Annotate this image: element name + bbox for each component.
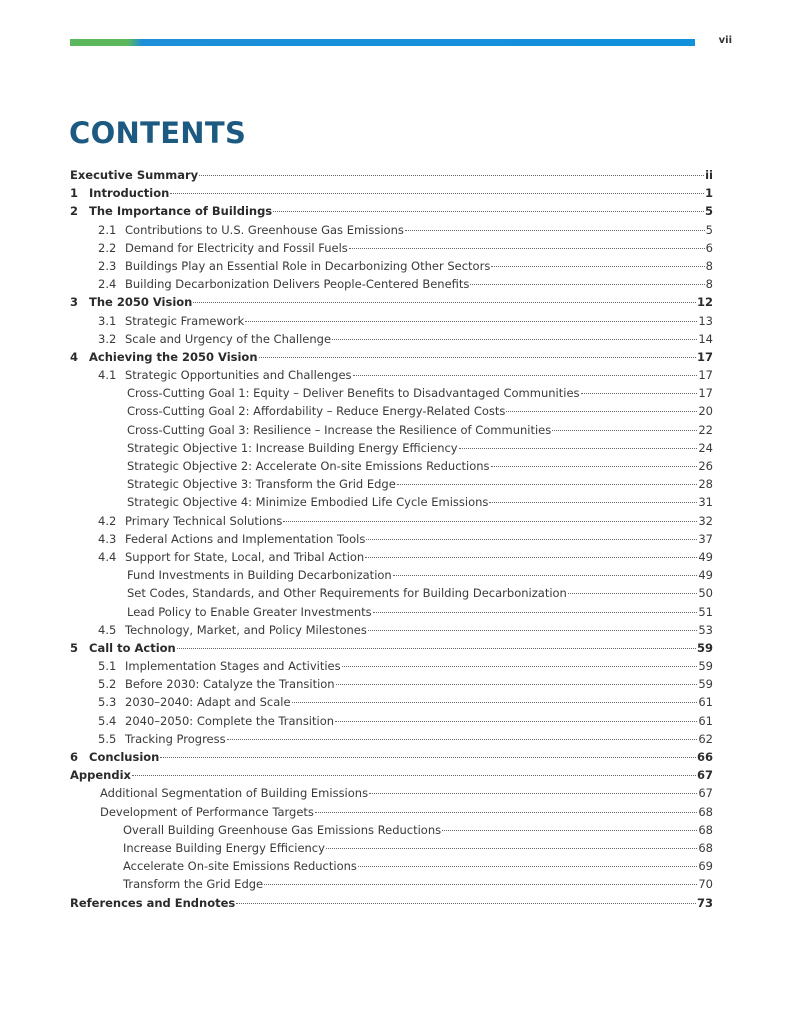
toc-dot-leader bbox=[160, 757, 696, 758]
toc-entry-number: 5.1 bbox=[98, 659, 117, 674]
toc-entry-page: 12 bbox=[696, 295, 713, 310]
toc-entry-page: 69 bbox=[698, 859, 713, 874]
toc-entry-number: 3.1 bbox=[98, 313, 117, 328]
toc-entry-title: The 2050 Vision bbox=[89, 295, 193, 310]
table-of-contents bbox=[70, 166, 713, 912]
toc-dot-leader bbox=[227, 739, 698, 740]
toc-entry-title: Before 2030: Catalyze the Transition bbox=[125, 677, 335, 692]
toc-entry-title: Transform the Grid Edge bbox=[123, 877, 264, 892]
toc-entry-title: Fund Investments in Building Decarbonization bbox=[127, 568, 392, 583]
toc-entry[interactable] bbox=[70, 275, 713, 293]
toc-dot-leader bbox=[491, 466, 698, 467]
toc-entry-page: 26 bbox=[698, 459, 713, 473]
toc-entry-title: 2040–2050: Complete the Transition bbox=[125, 713, 335, 728]
toc-entry-title: Cross-Cutting Goal 2: Affordability – Reduce Energy-Related Costs bbox=[127, 404, 506, 419]
toc-dot-leader bbox=[315, 812, 697, 813]
toc-dot-leader bbox=[358, 866, 697, 867]
toc-entry-page: 17 bbox=[696, 349, 713, 364]
toc-entry[interactable] bbox=[70, 566, 713, 584]
toc-entry-page: 68 bbox=[698, 840, 713, 855]
header-accent-bar bbox=[70, 39, 695, 46]
toc-entry-title: Set Codes, Standards, and Other Requirements for Building Decarbonization bbox=[127, 586, 567, 601]
toc-entry-page: 59 bbox=[698, 677, 713, 692]
toc-entry-title: Demand for Electricity and Fossil Fuels bbox=[125, 240, 348, 255]
toc-entry[interactable] bbox=[70, 857, 713, 875]
toc-entry-title: Technology, Market, and Policy Milestones bbox=[125, 622, 367, 637]
toc-entry-page: 17 bbox=[698, 368, 713, 383]
toc-entry[interactable] bbox=[70, 530, 713, 548]
toc-entry[interactable] bbox=[70, 621, 713, 639]
toc-entry-page: 53 bbox=[698, 622, 713, 637]
toc-entry[interactable] bbox=[70, 894, 713, 912]
toc-entry-number: 5.4 bbox=[98, 713, 117, 728]
toc-dot-leader bbox=[353, 375, 698, 376]
toc-entry-number: 5.5 bbox=[98, 731, 117, 746]
toc-entry-title: Building Decarbonization Delivers People-Centered Benefits bbox=[125, 277, 470, 292]
toc-dot-leader bbox=[292, 702, 698, 703]
toc-entry[interactable] bbox=[70, 821, 713, 839]
toc-dot-leader bbox=[393, 575, 698, 576]
page-number: vii bbox=[718, 35, 732, 46]
toc-dot-leader bbox=[491, 266, 704, 267]
toc-entry-page: 31 bbox=[698, 495, 713, 510]
toc-dot-leader bbox=[369, 793, 697, 794]
toc-entry-title: Strategic Opportunities and Challenges bbox=[125, 368, 352, 383]
toc-entry[interactable] bbox=[70, 402, 713, 420]
toc-entry[interactable] bbox=[70, 239, 713, 257]
toc-entry[interactable] bbox=[70, 584, 713, 602]
toc-dot-leader bbox=[349, 248, 705, 249]
toc-entry-title: Implementation Stages and Activities bbox=[125, 659, 341, 674]
toc-dot-leader bbox=[259, 357, 696, 358]
toc-entry-page: 59 bbox=[698, 659, 713, 674]
toc-entry-title: Strategic Objective 2: Accelerate On-site Emissions Reductions bbox=[127, 459, 490, 473]
toc-entry-title: Additional Segmentation of Building Emissions bbox=[100, 786, 369, 801]
toc-entry-title: References and Endnotes bbox=[70, 895, 236, 910]
toc-entry[interactable] bbox=[70, 712, 713, 730]
toc-entry[interactable] bbox=[70, 875, 713, 893]
toc-entry-number: 2.1 bbox=[98, 222, 117, 237]
toc-entry-page: 67 bbox=[696, 768, 713, 783]
toc-dot-leader bbox=[365, 557, 697, 558]
toc-entry-number: 4.5 bbox=[98, 622, 117, 637]
toc-entry-number: 4 bbox=[70, 349, 79, 364]
toc-entry[interactable] bbox=[70, 312, 713, 330]
toc-entry-number: 5.3 bbox=[98, 695, 117, 710]
toc-entry[interactable] bbox=[70, 675, 713, 693]
toc-entry[interactable] bbox=[70, 748, 713, 766]
toc-entry[interactable] bbox=[70, 384, 713, 402]
toc-dot-leader bbox=[470, 284, 704, 285]
toc-entry-page: 22 bbox=[698, 422, 713, 437]
toc-entry[interactable] bbox=[70, 493, 713, 511]
toc-dot-leader bbox=[170, 193, 704, 194]
toc-entry-title: Development of Performance Targets bbox=[100, 804, 314, 819]
toc-dot-leader bbox=[373, 612, 698, 613]
toc-entry-number: 2.3 bbox=[98, 258, 117, 273]
toc-entry[interactable] bbox=[70, 839, 713, 857]
toc-entry[interactable] bbox=[70, 730, 713, 748]
toc-entry-page: 8 bbox=[705, 277, 713, 292]
toc-entry[interactable] bbox=[70, 639, 713, 657]
toc-entry-page: 24 bbox=[698, 440, 713, 455]
toc-entry-title: Achieving the 2050 Vision bbox=[89, 349, 258, 364]
toc-dot-leader bbox=[552, 430, 697, 431]
toc-entry-title: Conclusion bbox=[89, 750, 160, 764]
toc-entry-page: 61 bbox=[698, 713, 713, 728]
toc-entry-page: 5 bbox=[704, 204, 713, 219]
toc-entry[interactable] bbox=[70, 457, 713, 475]
toc-entry[interactable] bbox=[70, 330, 713, 348]
toc-entry-page: 68 bbox=[698, 804, 713, 819]
toc-entry-title: Tracking Progress bbox=[125, 731, 226, 746]
toc-entry-number: 1 bbox=[70, 186, 79, 201]
toc-dot-leader bbox=[193, 302, 696, 303]
toc-entry-page: 59 bbox=[696, 640, 713, 655]
toc-dot-leader bbox=[459, 448, 698, 449]
toc-entry-page: 61 bbox=[698, 695, 713, 710]
toc-entry-title: 2030–2040: Adapt and Scale bbox=[125, 695, 291, 710]
toc-entry-page: 5 bbox=[705, 222, 713, 237]
toc-entry-title: Cross-Cutting Goal 3: Resilience – Increase the Resilience of Communities bbox=[127, 422, 552, 437]
toc-entry-page: 8 bbox=[705, 258, 713, 273]
toc-entry-page: 68 bbox=[698, 822, 713, 837]
toc-entry-number: 3.2 bbox=[98, 331, 117, 346]
toc-entry-title: Primary Technical Solutions bbox=[125, 513, 283, 528]
toc-entry-page: 67 bbox=[698, 786, 713, 801]
toc-entry[interactable] bbox=[70, 221, 713, 239]
toc-entry[interactable] bbox=[70, 475, 713, 493]
toc-entry[interactable] bbox=[70, 439, 713, 457]
toc-dot-leader bbox=[335, 721, 697, 722]
toc-entry-page: 13 bbox=[698, 313, 713, 328]
toc-dot-leader bbox=[336, 684, 698, 685]
toc-dot-leader bbox=[245, 321, 697, 322]
toc-entry-page: 50 bbox=[698, 586, 713, 601]
toc-entry[interactable] bbox=[70, 421, 713, 439]
toc-entry-page: ii bbox=[705, 168, 713, 182]
toc-entry[interactable] bbox=[70, 293, 713, 311]
toc-entry[interactable] bbox=[70, 657, 713, 675]
toc-entry-title: Accelerate On-site Emissions Reductions bbox=[123, 859, 357, 874]
toc-entry-page: 20 bbox=[698, 404, 713, 419]
toc-entry-page: 73 bbox=[696, 895, 713, 910]
toc-dot-leader bbox=[332, 339, 697, 340]
toc-dot-leader bbox=[236, 903, 696, 904]
toc-dot-leader bbox=[397, 484, 698, 485]
page-title: CONTENTS bbox=[69, 116, 247, 150]
toc-entry-title: Strategic Objective 1: Increase Building Energy Efficiency bbox=[127, 440, 458, 455]
toc-entry-title: Scale and Urgency of the Challenge bbox=[125, 331, 332, 346]
toc-entry[interactable] bbox=[70, 184, 713, 202]
toc-entry-number: 4.3 bbox=[98, 531, 117, 546]
toc-entry[interactable] bbox=[70, 348, 713, 366]
toc-entry-number: 5.2 bbox=[98, 677, 117, 692]
toc-entry-page: 6 bbox=[705, 240, 713, 255]
toc-entry-number: 4.4 bbox=[98, 549, 117, 564]
toc-entry-title: Cross-Cutting Goal 1: Equity – Deliver Benefits to Disadvantaged Communities bbox=[127, 386, 580, 401]
toc-entry-page: 66 bbox=[696, 750, 713, 764]
toc-entry-page: 28 bbox=[698, 477, 713, 492]
toc-entry-page: 1 bbox=[704, 186, 713, 201]
toc-entry-page: 49 bbox=[698, 568, 713, 583]
toc-entry-title: Overall Building Greenhouse Gas Emissions Reductions bbox=[123, 822, 442, 837]
toc-entry[interactable] bbox=[70, 166, 713, 184]
toc-dot-leader bbox=[273, 211, 704, 212]
toc-dot-leader bbox=[568, 593, 698, 594]
toc-entry-title: Federal Actions and Implementation Tools bbox=[125, 531, 366, 546]
toc-dot-leader bbox=[283, 521, 697, 522]
toc-dot-leader bbox=[132, 775, 696, 776]
toc-entry-number: 5 bbox=[70, 640, 79, 655]
toc-entry-number: 4.2 bbox=[98, 513, 117, 528]
toc-entry-number: 2 bbox=[70, 204, 79, 219]
toc-entry[interactable] bbox=[70, 803, 713, 821]
toc-entry-title: Lead Policy to Enable Greater Investments bbox=[127, 604, 372, 619]
toc-entry-page: 70 bbox=[698, 877, 713, 892]
toc-dot-leader bbox=[368, 630, 697, 631]
toc-dot-leader bbox=[581, 393, 698, 394]
toc-dot-leader bbox=[489, 502, 697, 503]
toc-entry-title: Strategic Framework bbox=[125, 313, 245, 328]
toc-dot-leader bbox=[405, 230, 705, 231]
toc-dot-leader bbox=[326, 848, 697, 849]
toc-dot-leader bbox=[442, 830, 697, 831]
toc-entry[interactable] bbox=[70, 366, 713, 384]
toc-entry-number: 2.4 bbox=[98, 277, 117, 292]
toc-entry-title: Increase Building Energy Efficiency bbox=[123, 840, 325, 855]
toc-entry-title: Executive Summary bbox=[70, 168, 199, 182]
toc-entry[interactable] bbox=[70, 548, 713, 566]
toc-entry-page: 32 bbox=[698, 513, 713, 528]
toc-dot-leader bbox=[342, 666, 698, 667]
toc-entry-page: 14 bbox=[698, 331, 713, 346]
toc-entry-number: 3 bbox=[70, 295, 79, 310]
toc-entry-title: Strategic Objective 4: Minimize Embodied Life Cycle Emissions bbox=[127, 495, 489, 510]
toc-entry-title: Contributions to U.S. Greenhouse Gas Emissions bbox=[125, 222, 404, 237]
toc-entry-title: Appendix bbox=[70, 768, 131, 783]
toc-dot-leader bbox=[264, 884, 697, 885]
toc-dot-leader bbox=[199, 175, 704, 176]
toc-entry-number: 2.2 bbox=[98, 240, 117, 255]
toc-entry-title: Introduction bbox=[89, 186, 170, 201]
toc-entry[interactable] bbox=[70, 766, 713, 784]
toc-entry-page: 62 bbox=[698, 731, 713, 746]
toc-entry[interactable] bbox=[70, 693, 713, 711]
toc-entry[interactable] bbox=[70, 257, 713, 275]
toc-entry[interactable] bbox=[70, 202, 713, 220]
toc-entry-page: 37 bbox=[698, 531, 713, 546]
toc-entry-title: Support for State, Local, and Tribal Action bbox=[125, 549, 365, 564]
toc-entry-title: Buildings Play an Essential Role in Decarbonizing Other Sectors bbox=[125, 258, 491, 273]
toc-entry-title: Call to Action bbox=[89, 640, 176, 655]
toc-entry-page: 49 bbox=[698, 549, 713, 564]
toc-entry-number: 4.1 bbox=[98, 368, 117, 383]
toc-entry-number: 6 bbox=[70, 750, 79, 764]
toc-entry-page: 17 bbox=[698, 386, 713, 401]
toc-entry-title: Strategic Objective 3: Transform the Grid Edge bbox=[127, 477, 396, 492]
toc-entry[interactable] bbox=[70, 512, 713, 530]
toc-entry[interactable] bbox=[70, 784, 713, 802]
toc-dot-leader bbox=[177, 648, 696, 649]
toc-entry-page: 51 bbox=[698, 604, 713, 619]
toc-dot-leader bbox=[366, 539, 697, 540]
toc-entry[interactable] bbox=[70, 603, 713, 621]
toc-entry-title: The Importance of Buildings bbox=[89, 204, 273, 219]
toc-dot-leader bbox=[506, 411, 697, 412]
